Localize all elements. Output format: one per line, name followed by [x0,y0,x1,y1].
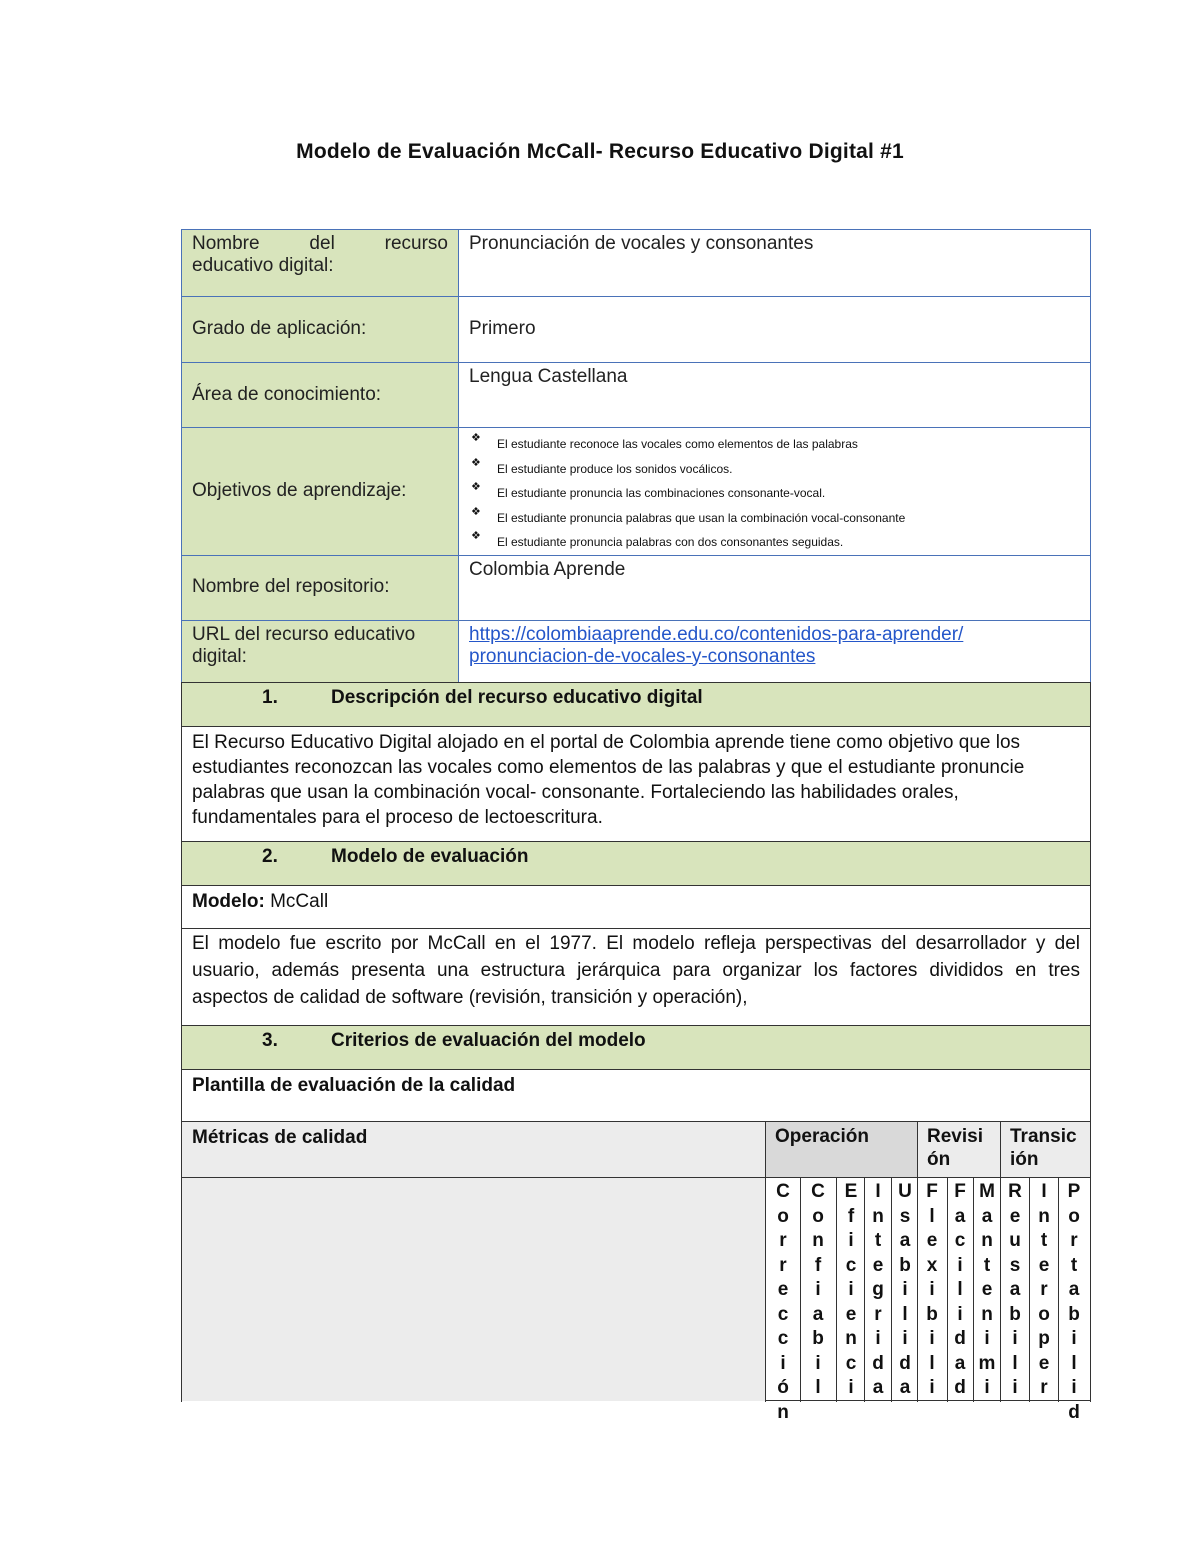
url-value-cell [459,620,1091,686]
column-letter: i [1012,1377,1018,1398]
column-letter: i [957,1303,963,1325]
grade-label-cell [182,297,459,363]
column-letter: F [954,1181,966,1202]
column-letter: C [811,1181,825,1202]
column-letter: c [777,1328,789,1349]
column-letter: l [1071,1352,1077,1374]
page-title: Modelo de Evaluación McCall- Recurso Educativo Digital #1 [296,140,904,163]
column-letter: I [1041,1181,1047,1202]
col-integridad [867,1180,889,1400]
column-letter: n [1038,1205,1050,1227]
section-3-header [181,1025,1091,1069]
name-label: Nombre del recurso [192,233,448,254]
grid-line [947,1177,948,1402]
quality-metrics-grid [181,1121,1091,1423]
column-letter: b [1009,1303,1021,1325]
column-letter: x [926,1254,938,1276]
column-letter: I [875,1181,881,1202]
grid-line [181,1122,182,1402]
column-letter: a [1068,1279,1080,1300]
objectives-value-cell [459,428,1091,556]
column-letter: i [929,1328,935,1349]
objective-item: ❖ El estudiante pronuncia palabras que usan la combinación vocal-consonante [471,506,1090,531]
column-letter: l [929,1205,935,1227]
column-letter: s [899,1205,911,1227]
column-letter: r [1070,1230,1078,1251]
section-3-title: Criterios de evaluación del modelo [331,1030,646,1051]
area-value-cell [459,363,1091,428]
column-letter: e [1038,1352,1050,1374]
column-letter: a [954,1205,966,1227]
column-letter: n [981,1230,993,1251]
col-usabilidad [894,1180,916,1400]
grid-line [1029,1177,1030,1402]
column-letter: e [777,1279,789,1300]
column-letter: u [1009,1230,1021,1251]
group-transicion: Transic ión [1010,1126,1077,1170]
grid-line [765,1122,766,1402]
column-letter: U [898,1181,912,1202]
column-letter: c [845,1254,857,1276]
model-value: McCall [264,891,329,912]
column-letter: b [926,1303,938,1325]
template-title: Plantilla de evaluación de la calidad [181,1069,1091,1121]
objective-item: ❖ El estudiante pronuncia las combinaciones consonante-vocal. [471,481,1090,506]
column-letter: b [1068,1303,1080,1325]
column-letter: c [954,1230,966,1251]
column-letter: t [1070,1254,1078,1276]
column-letter: e [926,1230,938,1251]
column-letter: i [929,1377,935,1398]
url-label: URL del recurso educativo digital: [192,623,416,667]
section-1-body: El Recurso Educativo Digital alojado en el portal de Colombia aprende tiene como objetivo que los estudiantes reconozcan las vocales como elementos de las palabras y que el estudiante pronuncie palabras que usan la combinación vocal- consonante. Fortaleciendo las habilidades orales, fundamentales para el proceso de lectoescritura. [181,726,1091,841]
objective-item: ❖ El estudiante pronuncia palabras con dos consonantes seguidas. [471,530,1090,555]
column-letter: r [779,1254,787,1276]
column-letter: d [954,1328,966,1349]
section-2-body: El modelo fue escrito por McCall en el 1977. El modelo refleja perspectivas del desarrollador y del usuario, además presenta una estructura jerárquica para organizar los factores divididos en tres aspectos de calidad de software (revisión, transición y operación), [181,928,1091,1025]
grid-line [800,1177,801,1402]
column-letter: e [1009,1205,1021,1227]
grade-value-cell [459,297,1091,363]
column-letter: o [812,1205,824,1227]
col-interoperabilidad [1032,1180,1056,1400]
grade-value: Primero [469,318,536,339]
column-letter: p [1038,1328,1050,1349]
column-letter: i [1071,1328,1077,1349]
column-letter: b [899,1254,911,1276]
column-letter: o [1038,1303,1050,1325]
col-eficiencia [839,1180,863,1400]
column-letter: t [1040,1230,1048,1251]
area-value: Lengua Castellana [469,366,628,387]
grid-line [891,1177,892,1402]
grade-label: Grado de aplicación: [192,318,367,339]
column-letter: d [1068,1401,1080,1423]
column-letter: i [984,1377,990,1398]
column-letter: a [872,1377,884,1398]
column-letter: e [981,1279,993,1300]
column-letter: f [814,1254,822,1276]
column-letter: l [929,1352,935,1374]
grid-line [917,1122,918,1402]
column-letter: i [875,1328,881,1349]
section-2-header [181,841,1091,885]
column-letter: i [1071,1377,1077,1398]
column-letter: E [844,1181,858,1202]
column-letter: l [957,1279,963,1300]
column-letter: o [777,1205,789,1227]
column-letter: n [812,1230,824,1251]
column-letter: i [848,1377,854,1398]
grid-line [181,1177,1091,1178]
url-line-2: pronunciacion-de-vocales-y-consonantes [469,645,816,667]
objective-item: ❖ El estudiante produce los sonidos vocálicos. [471,457,1090,482]
column-letter: d [954,1377,966,1398]
grid-line [864,1177,865,1402]
repo-value: Colombia Aprende [469,558,626,580]
column-letter: m [978,1352,996,1374]
repo-value-cell [459,555,1091,620]
column-letter: l [1012,1352,1018,1374]
resource-url-link[interactable] [469,624,963,667]
repo-label: Nombre del repositorio: [192,576,390,597]
column-letter: l [902,1303,908,1325]
column-letter: e [1038,1254,1050,1276]
area-label-cell [182,363,459,428]
model-label: Modelo: [192,891,265,912]
grid-line [973,1177,974,1402]
section-3-number: 3. [262,1030,278,1051]
col-correccion [769,1180,797,1423]
column-letter: e [845,1303,857,1325]
section-1-header [181,682,1091,726]
column-letter: i [815,1352,821,1374]
column-letter: g [872,1279,884,1300]
column-letter: i [929,1279,935,1300]
name-value: Pronunciación de vocales y consonantes [469,233,814,254]
column-letter: ó [777,1377,789,1398]
group-operacion: Operación [775,1126,869,1147]
group-revision: Revisi ón [927,1126,983,1170]
objectives-label: Objetivos de aprendizaje: [192,479,407,501]
column-letter: i [957,1254,963,1276]
column-letter: i [815,1279,821,1300]
name-value-cell [459,230,1091,297]
col-mantenimiento [975,1180,999,1400]
grid-line [836,1177,837,1402]
column-letter: c [845,1352,857,1374]
url-label-cell [182,620,459,686]
metrics-body-bg [181,1177,765,1401]
grid-line [1090,1122,1091,1402]
column-letter: n [845,1328,857,1349]
column-letter: i [848,1230,854,1251]
model-row [181,885,1091,928]
column-letter: i [1012,1328,1018,1349]
column-letter: c [777,1303,789,1325]
column-letter: s [1009,1254,1021,1276]
column-letter: a [899,1377,911,1398]
objective-item: ❖ El estudiante reconoce las vocales como elementos de las palabras [471,432,1090,457]
section-1-number: 1. [262,687,278,708]
col-confiabilidad [804,1180,832,1400]
column-letter: t [983,1254,991,1276]
name-label-line2: educativo digital: [192,255,334,276]
name-label-cell [182,230,459,297]
column-letter: a [954,1352,966,1374]
column-letter: d [899,1352,911,1374]
section-2-number: 2. [262,846,278,867]
url-line-1: https://colombiaaprende.edu.co/contenidos-para-aprender/ [469,623,964,645]
objectives-label-cell [182,428,459,556]
column-letter: R [1008,1181,1022,1202]
col-facilidad [949,1180,971,1400]
column-letter: r [874,1303,882,1325]
column-letter: C [776,1181,790,1202]
column-letter: f [847,1205,855,1227]
column-letter: n [981,1303,993,1325]
column-letter: n [872,1205,884,1227]
column-letter: o [1068,1205,1080,1227]
column-letter: r [779,1230,787,1251]
column-letter: M [979,1181,995,1202]
metrics-header: Métricas de calidad [192,1127,368,1148]
column-letter: i [780,1352,786,1374]
col-portabilidad [1061,1180,1087,1423]
objectives-list [459,428,1090,555]
column-letter: n [777,1401,789,1423]
column-letter: i [902,1328,908,1349]
column-letter: F [926,1181,938,1202]
resource-info-table [181,229,1091,687]
grid-line [1058,1177,1059,1402]
column-letter: l [815,1377,821,1398]
col-reusabilidad [1003,1180,1027,1400]
column-letter: i [984,1328,990,1349]
repo-label-cell [182,555,459,620]
column-letter: a [812,1303,824,1325]
column-letter: r [1040,1279,1048,1300]
column-letter: a [1009,1279,1021,1300]
grid-line [1000,1122,1001,1402]
section-1-title: Descripción del recurso educativo digital [331,687,703,708]
column-letter: r [1040,1377,1048,1398]
column-letter: e [872,1254,884,1276]
column-letter: t [874,1230,882,1251]
col-flexibilidad [920,1180,944,1400]
column-letter: b [812,1328,824,1349]
column-letter: a [899,1230,911,1251]
column-letter: a [981,1205,993,1227]
column-letter: d [872,1352,884,1374]
column-letter: i [902,1279,908,1300]
column-letter: i [848,1279,854,1300]
area-label: Área de conocimiento: [192,383,382,405]
column-letter: P [1067,1181,1081,1202]
section-2-title: Modelo de evaluación [331,846,529,867]
